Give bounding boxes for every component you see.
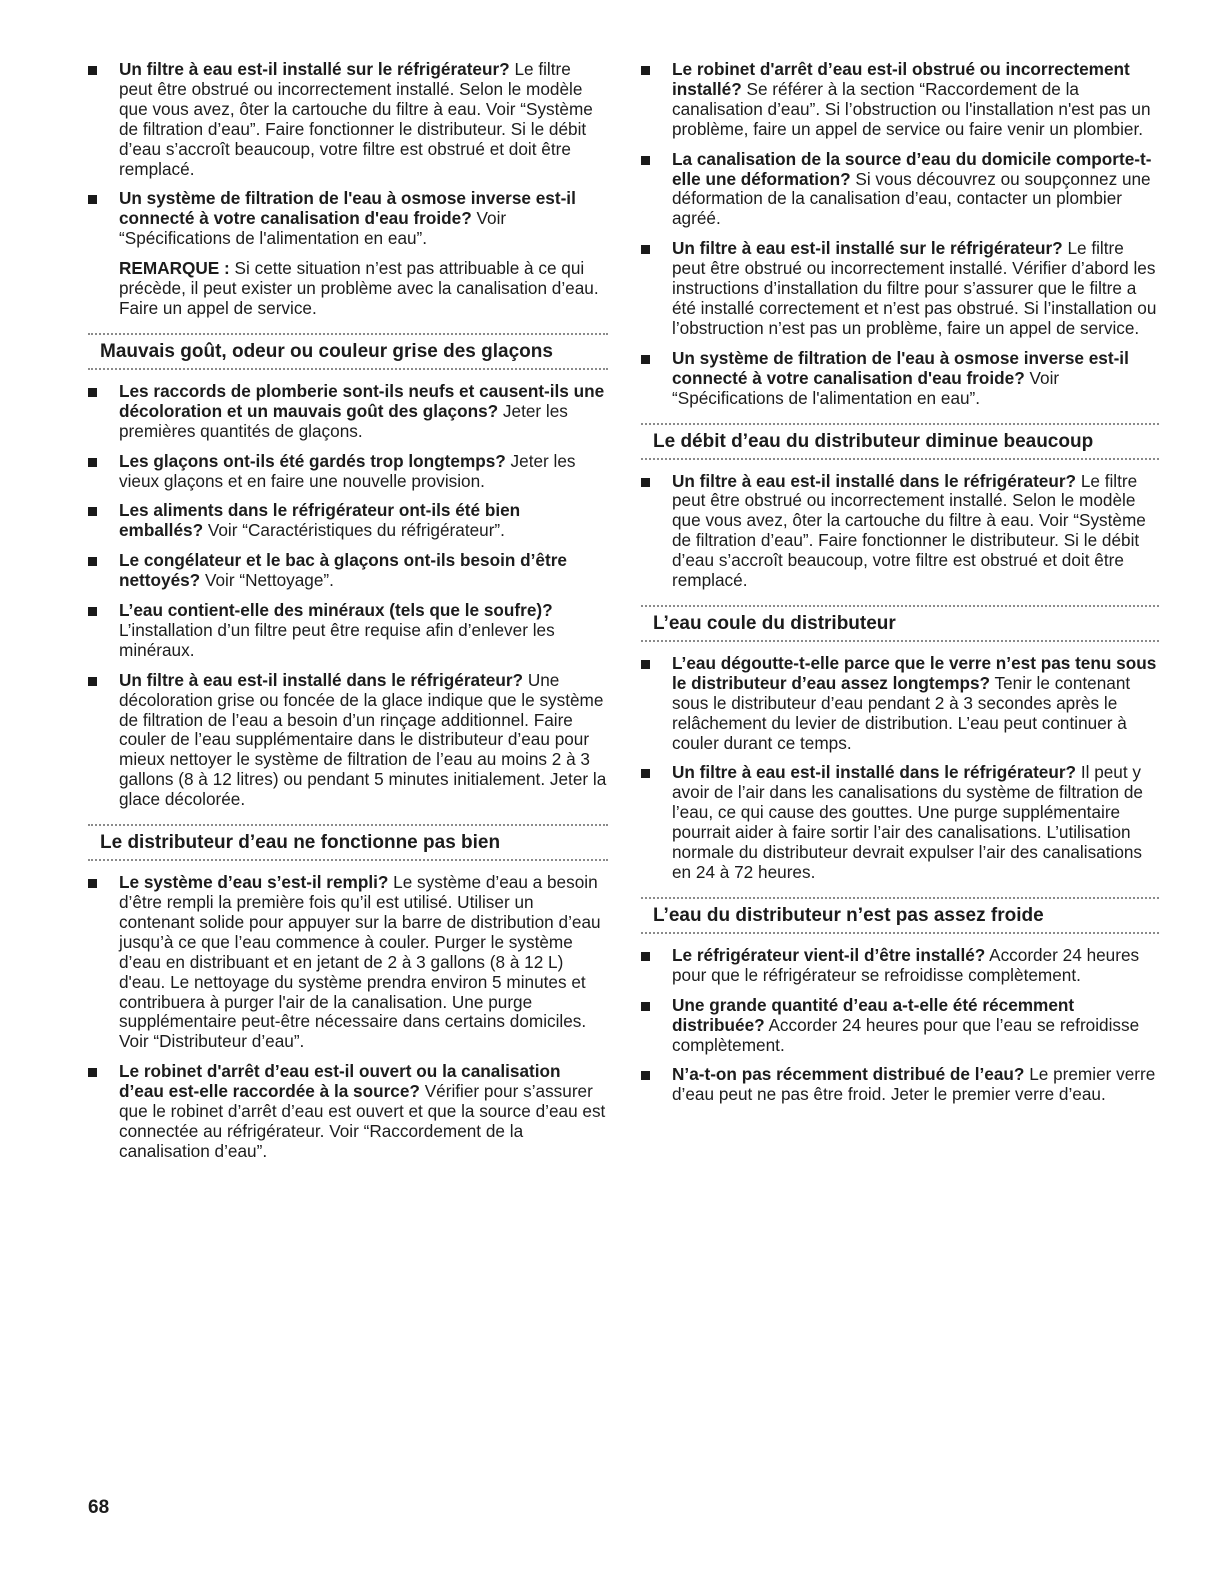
list-item — [88, 671, 608, 810]
question-text: L’eau dégoutte-t-elle parce que le verre n’est pas tenu sous le distributeur d’eau assez longtemps? — [672, 652, 1157, 693]
list-item — [641, 946, 1159, 986]
list-item — [641, 763, 1159, 882]
question-text: Les aliments dans le réfrigérateur ont-ils été bien emballés? — [119, 500, 521, 541]
question-text: Les glaçons ont-ils été gardés trop longtemps? — [119, 450, 506, 471]
question-text: Un filtre à eau est-il installé sur le réfrigérateur? — [672, 238, 1063, 259]
list-item — [88, 189, 608, 249]
square-bullet-icon — [88, 677, 97, 686]
list-item — [641, 239, 1159, 339]
section-title: Le débit d’eau du distributeur diminue beaucoup — [653, 430, 1094, 452]
question-text: La canalisation de la source d’eau du domicile comporte-t-elle une déformation? — [672, 148, 1152, 189]
left-column — [88, 60, 608, 1172]
square-bullet-icon — [88, 879, 97, 888]
dotted-divider — [88, 859, 608, 861]
right-column — [641, 60, 1159, 1115]
question-text: Le robinet d'arrêt d’eau est-il ouvert ou la canalisation d’eau est-elle raccordée à la source? — [119, 1061, 561, 1102]
question-text: Un filtre à eau est-il installé sur le réfrigérateur? — [119, 59, 510, 79]
dotted-divider — [641, 932, 1159, 934]
answer-text: Accorder 24 heures pour que le réfrigérateur se refroidisse complètement. — [672, 944, 1140, 985]
list-item — [88, 60, 608, 179]
section-heading — [641, 605, 1159, 642]
square-bullet-icon — [641, 769, 650, 778]
page-number: 68 — [88, 1497, 110, 1518]
answer-text: Voir “Spécifications de l'alimentation en eau”. — [672, 367, 1060, 408]
answer-text: Vérifier pour s’assurer que le robinet d’arrêt d’eau est ouvert et que la source d’eau est connectée au réfrigérateur. Voir “Raccordement de la canalisation d’eau”. — [119, 1081, 606, 1161]
answer-text: Le filtre peut être obstrué ou incorrectement installé. Selon le modèle que vous avez, ôter la cartouche du filtre à eau. Voir “Système de filtration d’eau”. Faire fonctionner le distributeur. Si le débit d’eau s’accroît beaucoup, votre filtre est obstrué et doit être remplacé. — [672, 470, 1146, 591]
square-bullet-icon — [641, 1002, 650, 1011]
dotted-divider — [641, 458, 1159, 460]
section-heading — [641, 897, 1159, 934]
answer-text: Le système d’eau a besoin d’être rempli la première fois qu’il est utilisé. Utiliser un contenant solide pour appuyer sur la barre de distribution d’eau jusqu’à ce que l’eau commence à couler. Purger le système d’eau en distribuant et en jetant de 2 à 3 gallons (8 à 12 L) d'eau. Le nettoyage du système prendra environ 5 minutes et contribuera à purger l'air de la canalisation. Une purge supplémentaire peut-être nécessaire dans certains domiciles. Voir “Distributeur d’eau”. — [119, 872, 601, 1052]
answer-text: Une décoloration grise ou foncée de la glace indique que le système de filtration de l’eau a besoin d’un rinçage additionnel. Faire couler de l’eau supplémentaire dans le distributeur d’eau pour mieux nettoyer le système de filtration de l’eau au moins 2 à 3 gallons (8 à 12 litres) ou pendant 5 minutes initialement. Jeter la glace décolorée. — [119, 669, 607, 810]
answer-text: Le filtre peut être obstrué ou incorrectement installé. Selon le modèle que vous avez, ôter la cartouche du filtre à eau. Voir “Système de filtration d’eau”. Faire fonctionner le distributeur. Si le débit d’eau s’accroît beaucoup, votre filtre est obstrué et doit être remplacé. — [119, 59, 593, 179]
square-bullet-icon — [641, 952, 650, 961]
square-bullet-icon — [88, 195, 97, 204]
answer-text: Jeter les vieux glaçons et en faire une nouvelle provision. — [119, 450, 576, 491]
section-heading — [88, 824, 608, 861]
list-item — [641, 60, 1159, 140]
list-item — [88, 501, 608, 541]
question-text: Un filtre à eau est-il installé dans le réfrigérateur? — [672, 762, 1077, 783]
section-title: Le distributeur d’eau ne fonctionne pas bien — [100, 832, 501, 854]
square-bullet-icon — [88, 1068, 97, 1077]
question-text: Un système de filtration de l'eau à osmose inverse est-il connecté à votre canalisation d'eau froide? — [672, 347, 1129, 388]
answer-text: Il peut y avoir de l’air dans les canalisations du système de filtration de l’eau, ce qui cause des gouttes. Une purge supplémentaire pourrait aider à faire sortir l’air des canalisations. L’utilisation normale du distributeur devrait expulser l’air des canalisations en 24 à 72 heures. — [672, 762, 1143, 882]
answer-text: Voir “Nettoyage”. — [200, 570, 334, 591]
section-title: L’eau du distributeur n’est pas assez froide — [653, 904, 1044, 926]
answer-text: L’installation d’un filtre peut être requise afin d’enlever les minéraux. — [119, 619, 555, 660]
list-item — [641, 996, 1159, 1056]
answer-text: Jeter les premières quantités de glaçons. — [119, 400, 568, 441]
question-text: Le réfrigérateur vient-il d’être installé? — [672, 944, 986, 965]
list-item — [88, 873, 608, 1052]
question-text: Les raccords de plomberie sont-ils neufs et causent-ils une décoloration et un mauvais goût des glaçons? — [119, 380, 605, 421]
list-item — [88, 382, 608, 442]
question-text: Le robinet d'arrêt d’eau est-il obstrué ou incorrectement installé? — [672, 59, 1130, 99]
question-text: Le système d’eau s’est-il rempli? — [119, 872, 389, 893]
answer-text: Se référer à la section “Raccordement de la canalisation d’eau”. Si l’obstruction ou l'installation n'est pas un problème, faire un appel de service ou faire venir un plombier. — [672, 78, 1151, 139]
section-title: L’eau coule du distributeur — [653, 612, 896, 634]
section-title: Mauvais goût, odeur ou couleur grise des glaçons — [100, 340, 553, 362]
answer-text: Tenir le contenant sous le distributeur d’eau pendant 2 à 3 secondes après le relâchement du levier de distribution. L’eau peut continuer à couler durant ce temps. — [672, 672, 1131, 753]
list-item — [641, 349, 1159, 409]
square-bullet-icon — [88, 607, 97, 616]
answer-text: Voir “Spécifications de l'alimentation en eau”. — [119, 208, 507, 249]
question-text: N’a-t-on pas récemment distribué de l’eau? — [672, 1064, 1025, 1085]
answer-text: Accorder 24 heures pour que l’eau se refroidisse complètement. — [672, 1014, 1140, 1055]
remarque-note — [88, 259, 608, 319]
remarque-label: REMARQUE : — [119, 258, 230, 279]
square-bullet-icon — [88, 507, 97, 516]
list-item — [641, 654, 1159, 754]
square-bullet-icon — [88, 388, 97, 397]
square-bullet-icon — [88, 557, 97, 566]
question-text: Un filtre à eau est-il installé dans le réfrigérateur? — [119, 669, 524, 690]
question-text: L’eau contient-elle des minéraux (tels que le soufre)? — [119, 600, 553, 621]
list-item — [641, 1065, 1159, 1105]
answer-text: Voir “Caractéristiques du réfrigérateur”. — [203, 520, 505, 541]
remarque-text: Si cette situation n’est pas attribuable à ce qui précède, il peut exister un problème avec la canalisation d’eau. Faire un appel de service. — [119, 258, 599, 318]
square-bullet-icon — [641, 156, 650, 165]
square-bullet-icon — [641, 355, 650, 364]
list-item — [641, 472, 1159, 591]
square-bullet-icon — [88, 458, 97, 467]
question-text: Une grande quantité d’eau a-t-elle été récemment distribuée? — [672, 994, 1075, 1035]
list-item — [88, 452, 608, 492]
list-item — [88, 601, 608, 661]
square-bullet-icon — [641, 478, 650, 487]
question-text: Le congélateur et le bac à glaçons ont-ils besoin d’être nettoyés? — [119, 550, 567, 591]
dotted-divider — [88, 368, 608, 370]
section-heading — [641, 423, 1159, 460]
square-bullet-icon — [88, 66, 97, 75]
section-heading — [88, 333, 608, 370]
answer-text: Le filtre peut être obstrué ou incorrectement installé. Vérifier d’abord les instructions d’installation du filtre pour s’assurer que le filtre a été installé correctement et n’est pas obstrué. Si l’installation ou l’obstruction n’est pas un problème, faire un appel de service. — [672, 238, 1157, 338]
dotted-divider — [641, 640, 1159, 642]
square-bullet-icon — [641, 245, 650, 254]
square-bullet-icon — [641, 66, 650, 75]
square-bullet-icon — [641, 1071, 650, 1080]
answer-text: Le premier verre d’eau peut ne pas être froid. Jeter le premier verre d’eau. — [672, 1064, 1156, 1105]
square-bullet-icon — [641, 660, 650, 669]
question-text: Un système de filtration de l'eau à osmose inverse est-il connecté à votre canalisation d'eau froide? — [119, 188, 576, 229]
answer-text: Si vous découvrez ou soupçonnez une déformation de la canalisation d’eau, contacter un plombier agréé. — [672, 168, 1151, 229]
question-text: Un filtre à eau est-il installé dans le réfrigérateur? — [672, 470, 1077, 491]
list-item — [88, 1062, 608, 1162]
list-item — [88, 551, 608, 591]
list-item — [641, 150, 1159, 230]
